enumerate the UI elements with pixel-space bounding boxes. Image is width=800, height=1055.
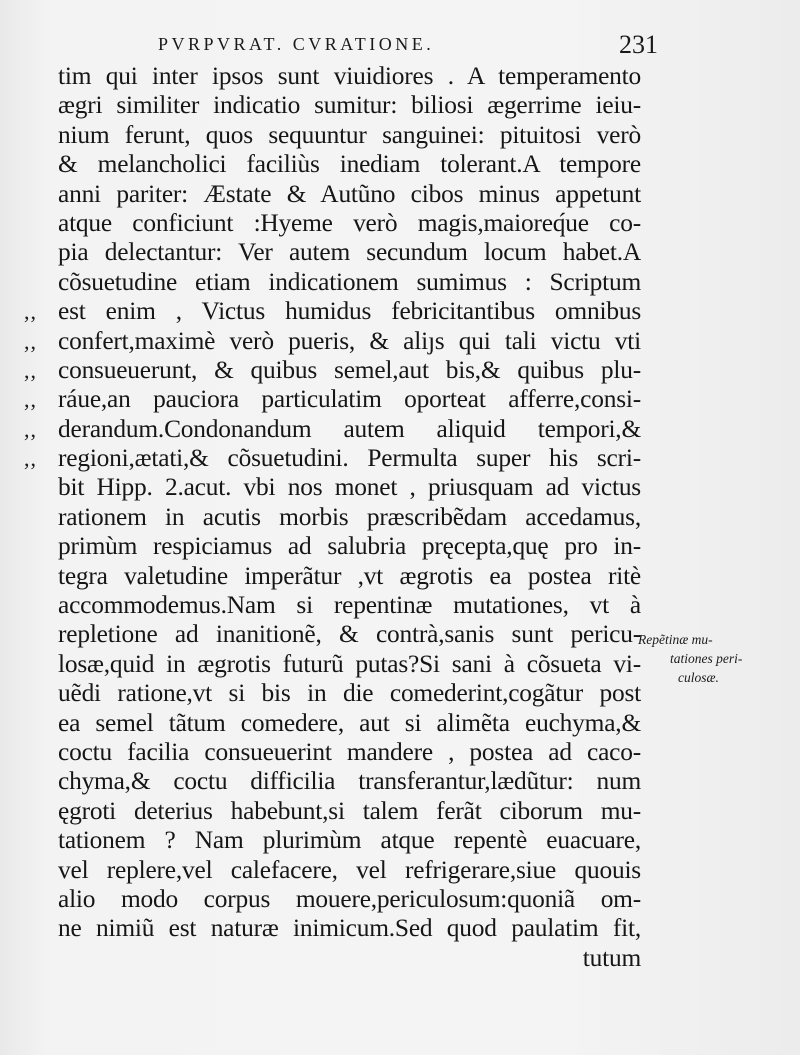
text-line [58, 562, 641, 591]
text-line [58, 767, 641, 796]
text-line [58, 91, 641, 120]
line-text: coctu facilia consueuerint mandere , postea ad caco- [58, 737, 641, 766]
text-line [24, 326, 641, 356]
line-text: cõsuetudine etiam indicationem sumimus : Scriptum [58, 267, 641, 296]
line-text: rationem in acutis morbis præscribẽdam accedamus, [58, 502, 641, 531]
text-line [58, 679, 641, 708]
line-text: ea semel tãtum comedere, aut si alimẽta euchyma,& [58, 708, 641, 737]
text-line [58, 238, 641, 267]
line-text: primùm respiciamus ad salubria pręcepta,quę pro in- [58, 532, 641, 561]
margin-note-line: tationes peri- [670, 651, 743, 666]
line-text: uẽdi ratione,vt si bis in die comederint,cogãtur post [58, 679, 641, 708]
text-line [58, 620, 641, 649]
text-line [24, 444, 641, 473]
text-line [58, 62, 641, 91]
line-text: atque conficiunt :Hyeme verò magis,maioreq́ue co- [58, 208, 641, 237]
running-head: PVRPVRAT. CVRATIONE. [158, 34, 435, 54]
text-line [58, 650, 641, 679]
text-line [58, 944, 641, 973]
margin-note [638, 630, 788, 687]
line-text: tegra valetudine imperãtur ,vt ægrotis ea postea ritè [58, 561, 641, 590]
text-line [58, 709, 641, 738]
line-text: alio modo corpus mouere,periculosum:quoniã om- [58, 884, 641, 913]
body-text [24, 62, 641, 973]
quotation-mark: ,, [24, 416, 37, 442]
line-text: losæ,quid in ægrotis futurũ putas?Si sani à cõsueta vi- [58, 649, 641, 678]
text-line [58, 914, 641, 943]
text-line [58, 826, 641, 855]
text-line [24, 414, 641, 444]
text-line [58, 473, 641, 502]
line-text: derandum.Condonandum autem aliquid tempori,& [58, 414, 641, 443]
line-text: & melancholici faciliùs inediam tolerant.A tempore [58, 150, 641, 179]
quotation-mark: ,, [24, 299, 37, 325]
line-text: pia delectantur: Ver autem secundum locum habet.A [58, 238, 641, 267]
text-line [58, 856, 641, 885]
line-text: ráue,an pauciora particulatim oporteat afferre,consi- [58, 385, 641, 414]
text-line [58, 180, 641, 209]
line-text: vel replere,vel calefacere, vel refrigerare,siue quouis [58, 855, 641, 884]
text-line [24, 385, 641, 414]
line-text: est enim , Victus humidus febricitantibus omnibus [58, 297, 641, 326]
text-line [58, 209, 641, 238]
text-line [58, 121, 641, 150]
line-text: ne nimiũ est naturæ inimicum.Sed quod paulatim fit, [58, 914, 641, 943]
text-line [58, 797, 641, 826]
line-text: accommodemus.Nam si repentinæ mutationes, vt à [58, 591, 641, 620]
text-line [58, 591, 641, 620]
text-line [58, 738, 641, 767]
margin-note-line: Repẽtinæ mu- [638, 632, 713, 647]
quotation-mark: ,, [24, 446, 37, 472]
page-number: 231 [619, 30, 658, 59]
line-text: anni pariter: Æstate & Autũno cibos minus appetunt [58, 179, 641, 208]
text-line [58, 150, 641, 179]
line-text: consueuerunt, & quibus semel,aut bis,& quibus plu- [58, 355, 641, 384]
text-line [58, 503, 641, 532]
line-text: tim qui inter ipsos sunt viuidiores . A temperamento [58, 62, 641, 90]
page-header [158, 30, 658, 60]
text-line [24, 297, 641, 326]
line-text: ęgroti deterius habebunt,si talem ferãt ciborum mu- [58, 796, 641, 825]
line-text: nium ferunt, quos sequuntur sanguinei: pituitosi verò [58, 120, 641, 149]
text-line [58, 532, 641, 561]
text-line [58, 885, 641, 914]
line-text: tationem ? Nam plurimùm atque repentè euacuare, [58, 826, 641, 855]
line-text: chyma,& coctu difficilia transferantur,lædũtur: num [58, 767, 641, 796]
line-text: repletione ad inanitionẽ, & contrà,sanis sunt pericu- [58, 620, 641, 649]
line-text: confert,maximè verò pueris, & aliȷs qui tali victu vti [58, 326, 641, 355]
margin-note-line: culosæ. [678, 670, 719, 685]
quotation-mark: ,, [24, 387, 37, 413]
quotation-mark: ,, [24, 357, 37, 383]
line-text: bit Hipp. 2.acut. vbi nos monet , priusquam ad victus [58, 473, 641, 502]
line-text: regioni,ætati,& cõsuetudini. Permulta super his scri- [58, 444, 641, 473]
text-line [58, 268, 641, 297]
text-line [24, 355, 641, 385]
quotation-mark: ,, [24, 328, 37, 354]
line-text: ægri similiter indicatio sumitur: biliosi ægerrime ieiu- [58, 91, 641, 120]
line-text: tutum [582, 943, 641, 972]
